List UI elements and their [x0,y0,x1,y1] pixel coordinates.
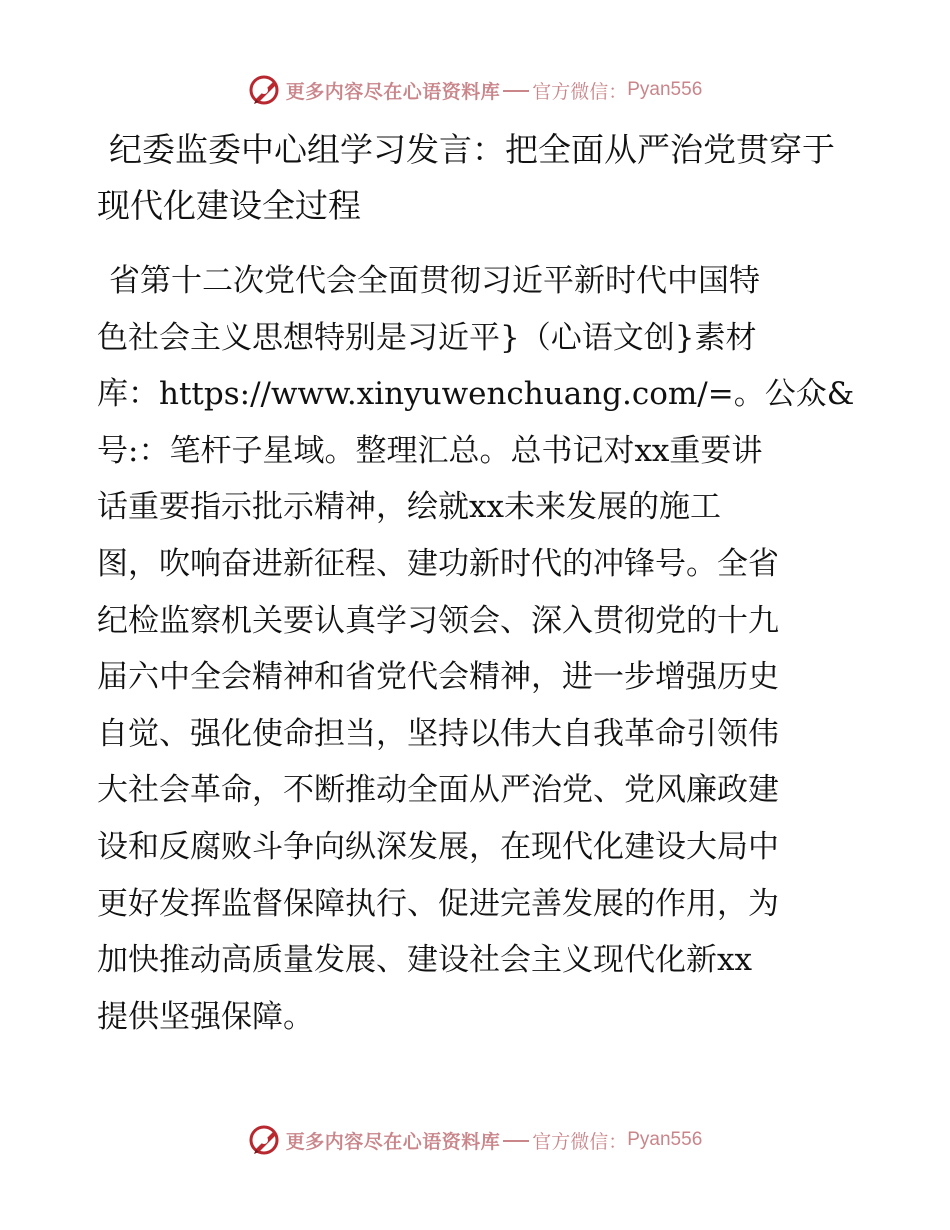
body-line: 号:：笔杆子星域。整理汇总。总书记对xx重要讲 [97,432,763,469]
header-brand-text: 更多内容尽在心语资料库 [285,80,501,103]
footer-official-label: 官方微信： [532,1130,628,1153]
body-line: 话重要指示批示精神，绘就xx未来发展的施工 [97,489,721,526]
document-title: 纪委监委中心组学习发言：把全面从严治党贯穿于现代化建设全过程 [97,130,835,225]
body-line: 纪检监察机关要认真学习领会、深入贯彻党的十九 [97,602,779,639]
body-line: 大社会革命，不断推动全面从严治党、党风廉政建 [97,772,779,809]
footer-account-id: Pyan556 [627,1129,703,1150]
body-line: 更好发挥监督保障执行、促进完善发展的作用，为 [97,885,779,922]
body-line: 库：https://www.xinyuwenchuang.com/=。公众& [97,376,855,413]
header-official-label: 官方微信： [532,80,628,103]
header-account-id: Pyan556 [627,79,703,100]
document-body [97,253,853,1045]
footer-brand-text: 更多内容尽在心语资料库 [285,1130,501,1153]
body-line: 图，吹响奋进新征程、建功新时代的冲锋号。全省 [97,545,779,582]
body-line: 省第十二次党代会全面贯彻习近平新时代中国特 [109,263,760,299]
body-line: 加快推动高质量发展、建设社会主义现代化新xx [97,942,752,979]
body-line: 设和反腐败斗争向纵深发展，在现代化建设大局中 [97,828,779,865]
header-banner [0,70,950,110]
body-line: 色社会主义思想特别是习近平}（心语文创}素材 [97,319,757,356]
pen-logo-icon [248,1123,282,1157]
footer-banner [0,1120,950,1160]
pen-logo-icon [248,73,282,107]
body-line: 提供坚强保障。 [97,998,314,1035]
header-dash [503,90,529,92]
footer-dash [503,1140,529,1142]
body-line: 届六中全会精神和省党代会精神，进一步增强历史 [97,659,779,696]
body-line: 自觉、强化使命担当，坚持以伟大自我革命引领伟 [97,715,779,752]
